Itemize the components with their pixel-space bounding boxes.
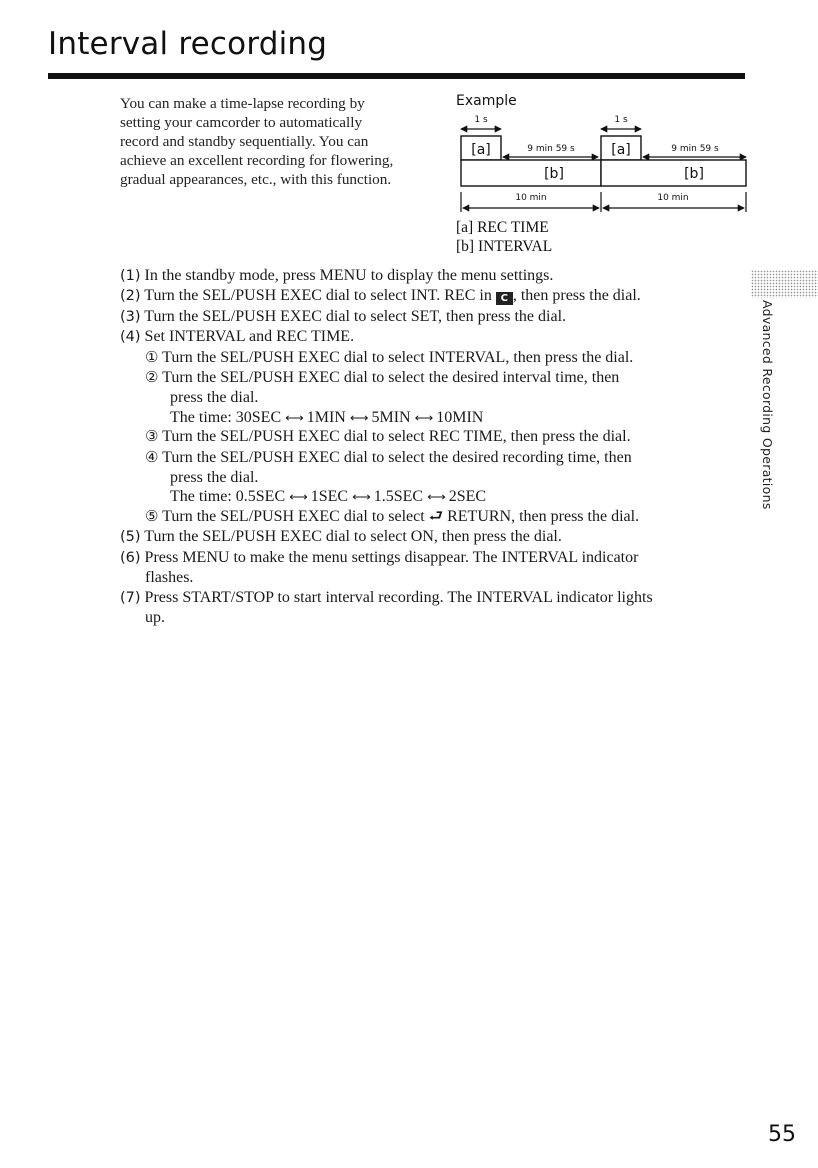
substep-4-cont: press the dial. xyxy=(170,469,259,487)
interval-label: 10 min xyxy=(515,193,547,203)
step-7: (7) Press START/STOP to start interval recording. The INTERVAL indicator lights xyxy=(120,588,653,606)
intro-line: record and standby sequentially. You can xyxy=(120,133,369,150)
double-arrow-icon: ⟷ xyxy=(414,409,433,425)
double-arrow-icon: ⟷ xyxy=(352,489,370,505)
interval-box-b xyxy=(461,160,601,186)
substep-5: ⑤ Turn the SEL/PUSH EXEC dial to select ⮐ RETURN, then press the dial. xyxy=(145,507,640,525)
substep-2: ② Turn the SEL/PUSH EXEC dial to select the desired interval time, then xyxy=(145,369,620,387)
intro-line: setting your camcorder to automatically xyxy=(120,114,363,131)
substep-3: ③ Turn the SEL/PUSH EXEC dial to select REC TIME, then press the dial. xyxy=(145,428,631,446)
step-7-cont: up. xyxy=(145,608,165,626)
label-b: [b] xyxy=(544,166,564,182)
title-rule xyxy=(48,73,745,79)
example-label: Example xyxy=(456,93,517,109)
interval-timing-diagram xyxy=(450,108,750,218)
step-4: (4) Set INTERVAL and REC TIME. xyxy=(120,328,355,346)
double-arrow-icon: ⟷ xyxy=(285,409,303,425)
label-a: [a] xyxy=(611,142,631,158)
section-tab-marker xyxy=(751,270,818,298)
interval-box-b xyxy=(601,160,746,186)
step-3: (3) Turn the SEL/PUSH EXEC dial to select SET, then press the dial. xyxy=(120,307,567,325)
step-5: (5) Turn the SEL/PUSH EXEC dial to select ON, then press the dial. xyxy=(120,528,562,546)
legend-interval: [b] INTERVAL xyxy=(456,238,553,255)
substep-2-cont: press the dial. xyxy=(170,389,259,407)
intro-line: achieve an excellent recording for flowering, xyxy=(120,152,394,169)
double-arrow-icon: ⟷ xyxy=(349,409,368,425)
page-title: Interval recording xyxy=(48,26,328,62)
camera-set-icon: C xyxy=(496,292,513,305)
legend-rec-time: [a] REC TIME xyxy=(456,219,549,236)
step-2: (2) Turn the SEL/PUSH EXEC dial to select INT. REC in C , then press the dial. xyxy=(120,287,641,305)
substep-1: ① Turn the SEL/PUSH EXEC dial to select INTERVAL, then press the dial. xyxy=(145,348,634,366)
procedure-steps xyxy=(120,266,760,627)
diagram-legend xyxy=(456,218,552,256)
interval-options: The time: 30SEC ⟷ 1MIN ⟷ 5MIN ⟷ 10MIN xyxy=(170,408,484,426)
return-icon: ⮐ xyxy=(428,507,444,525)
step-6-cont: flashes. xyxy=(145,569,194,587)
double-arrow-icon: ⟷ xyxy=(289,489,307,505)
intro-paragraph xyxy=(120,94,450,189)
rec-time-options: The time: 0.5SEC ⟷ 1SEC ⟷ 1.5SEC ⟷ 2SEC xyxy=(170,488,487,506)
step-6: (6) Press MENU to make the menu settings disappear. The INTERVAL indicator xyxy=(120,548,639,566)
intro-line: gradual appearances, etc., with this function. xyxy=(120,171,392,188)
double-arrow-icon: ⟷ xyxy=(427,489,445,505)
step-1: (1) In the standby mode, press MENU to display the menu settings. xyxy=(120,267,554,284)
rec-time-label: 1 s xyxy=(474,115,488,125)
standby-label: 9 min 59 s xyxy=(527,144,575,154)
rec-time-label: 1 s xyxy=(614,115,628,125)
intro-line: You can make a time-lapse recording by xyxy=(120,95,365,112)
label-a: [a] xyxy=(471,142,491,158)
standby-label: 9 min 59 s xyxy=(671,144,719,154)
substep-4: ④ Turn the SEL/PUSH EXEC dial to select the desired recording time, then xyxy=(145,448,632,466)
interval-label: 10 min xyxy=(657,193,689,203)
page-number: 55 xyxy=(768,1122,796,1147)
section-side-label: Advanced Recording Operations xyxy=(760,300,775,510)
label-b: [b] xyxy=(684,166,704,182)
